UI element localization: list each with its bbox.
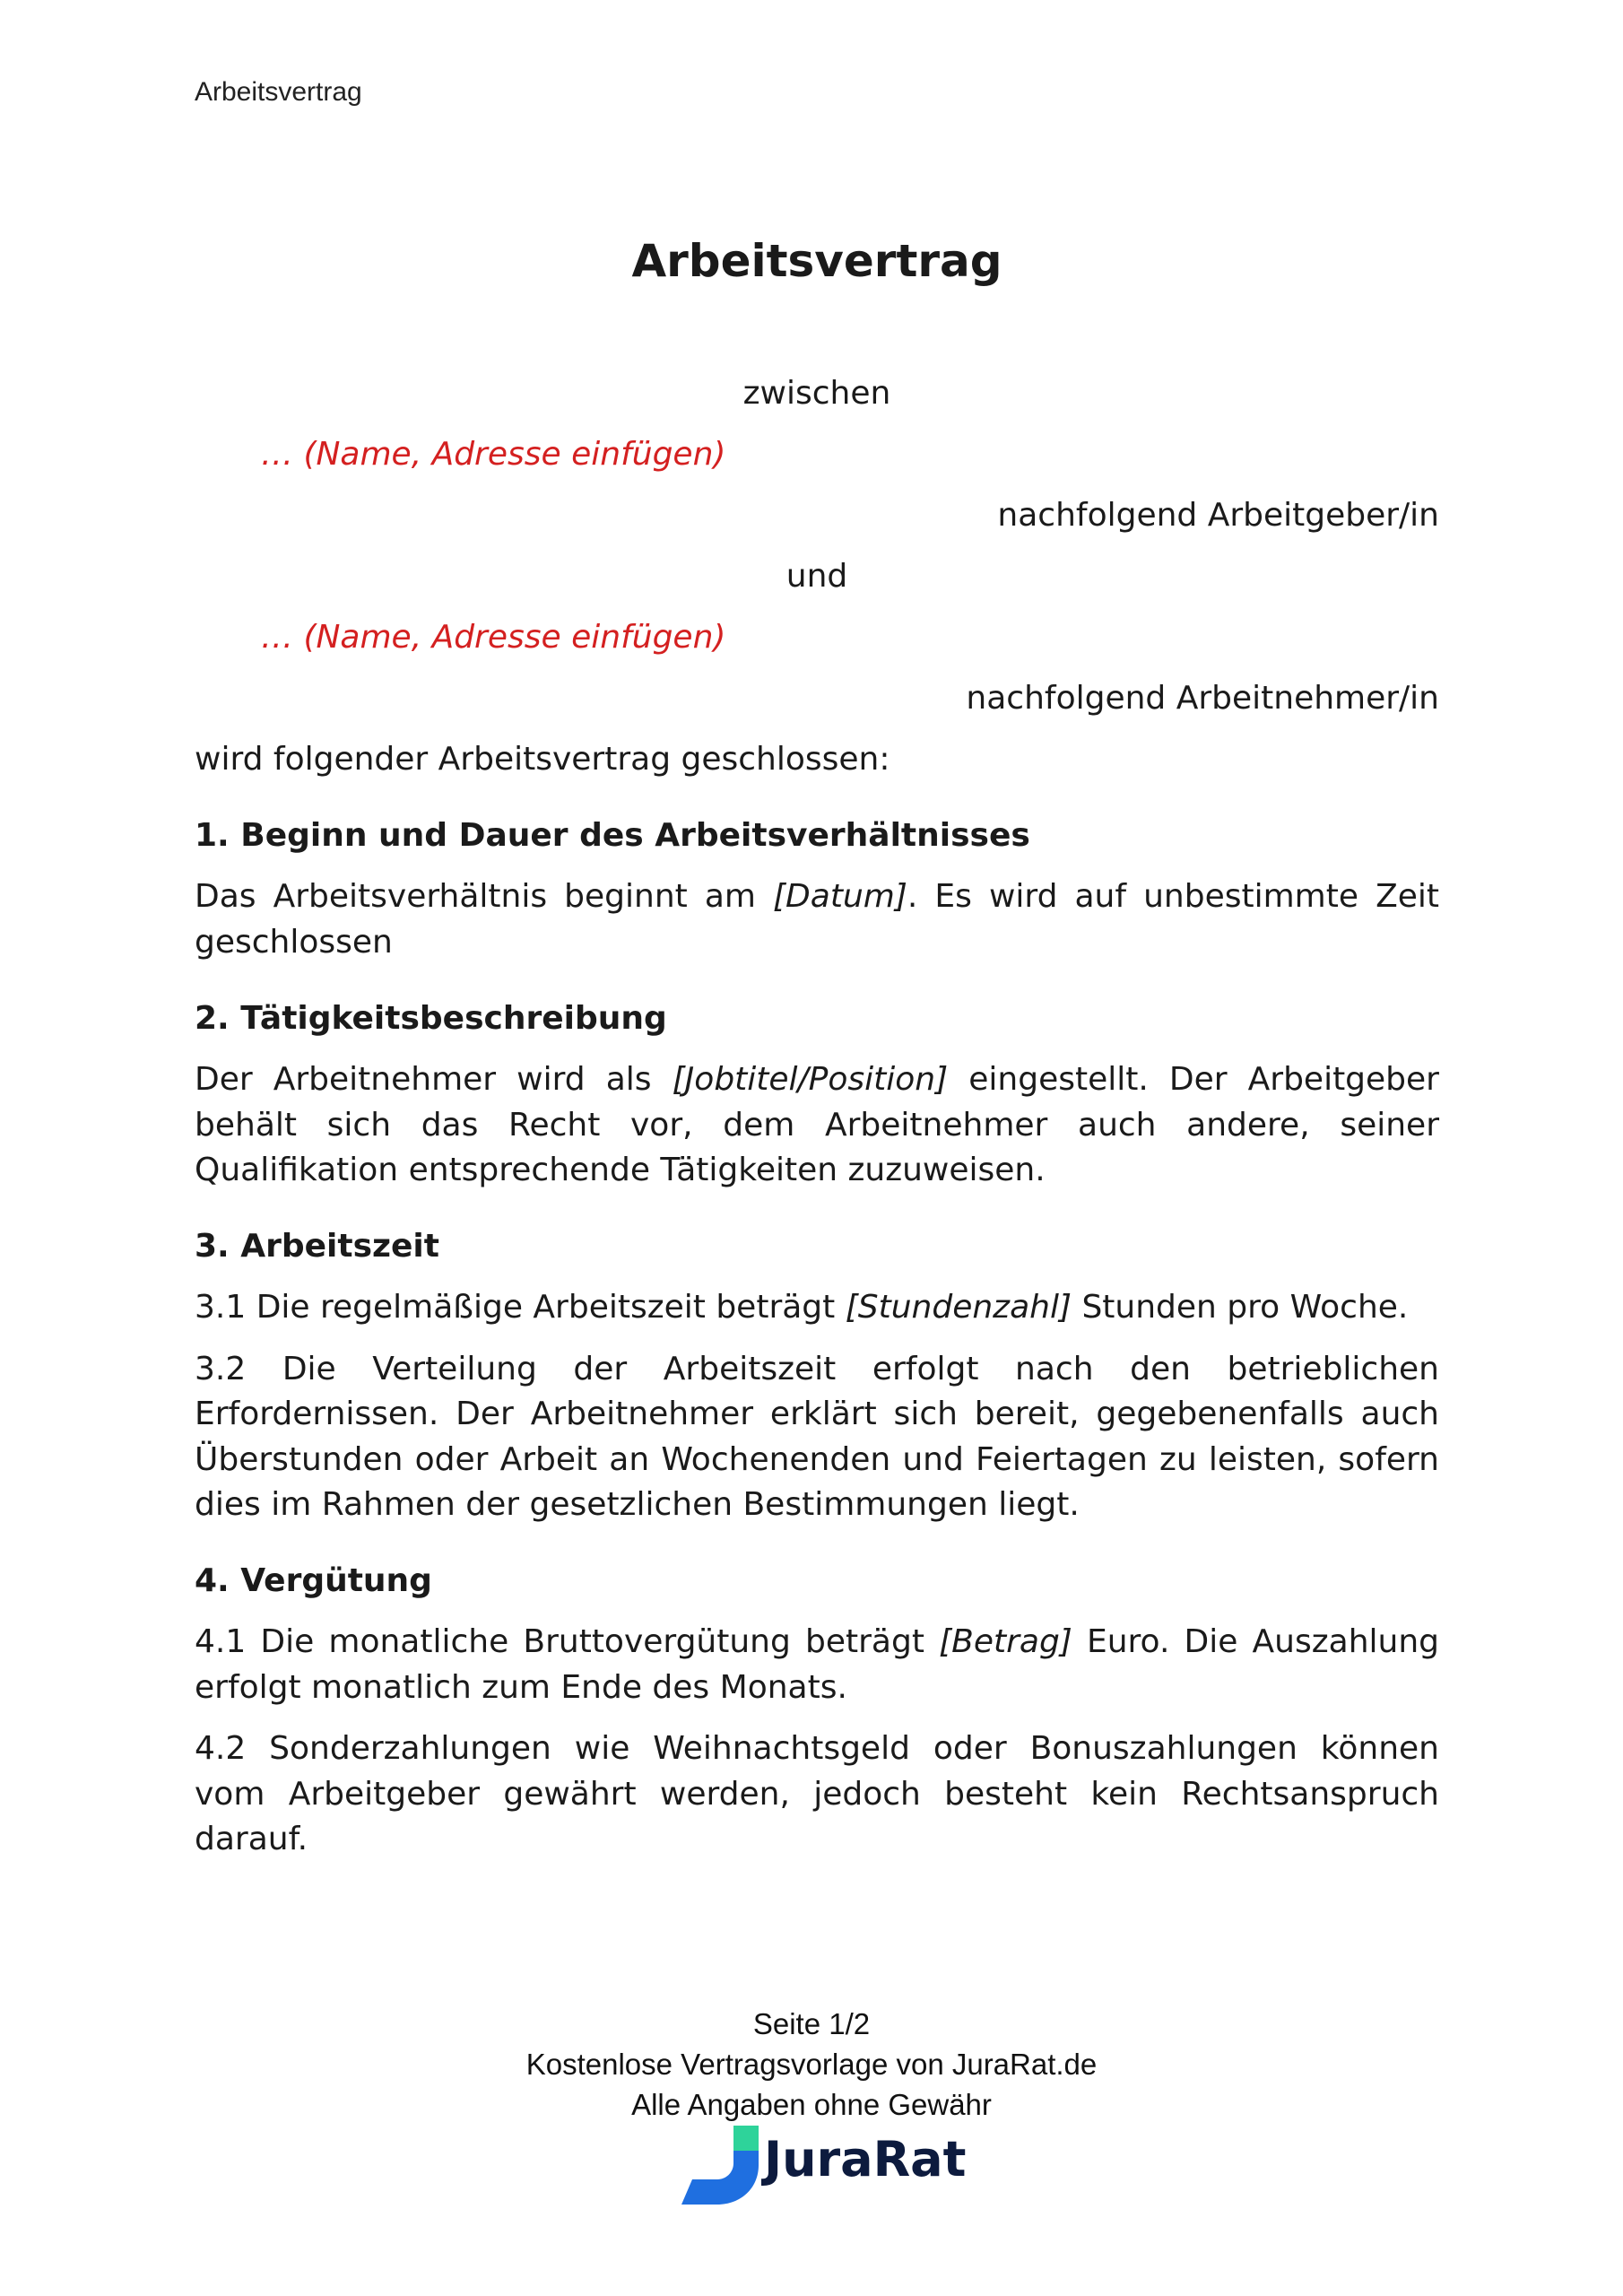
section-3-paragraph-1: 3.1 Die regelmäßige Arbeitszeit beträgt [Stundenzahl] Stunden pro Woche. <box>195 1289 1409 1326</box>
section-4-heading: 4. Vergütung <box>195 1562 432 1599</box>
section-3 <box>195 1224 1439 1528</box>
jurarat-logo <box>681 2126 967 2208</box>
party1-placeholder: … (Name, Adresse einfügen) <box>261 436 726 473</box>
amount-placeholder: [Betrag] <box>939 1623 1072 1660</box>
footer-source: Kostenlose Vertragsvorlage von JuraRat.de <box>525 2048 1098 2081</box>
running-header: Arbeitsvertrag <box>195 77 362 107</box>
section-2-paragraph: Der Arbeitnehmer wird als [Jobtitel/Position] eingestellt. Der Arbeitgeber behält sich das Recht vor, dem Arbeitnehmer auch andere, seiner Qualifikation entsprechende Tätigkeiten zuzuweisen. <box>195 1061 1439 1188</box>
section-2-heading: 2. Tätigkeitsbeschreibung <box>195 1000 667 1037</box>
document-title: Arbeitsvertrag <box>631 235 1002 287</box>
and-label: und <box>785 558 848 595</box>
contract-intro: wird folgender Arbeitsvertrag geschlossen: <box>195 741 890 778</box>
page-number: Seite 1/2 <box>752 2007 871 2040</box>
section-2 <box>195 996 1439 1194</box>
hours-placeholder: [Stundenzahl] <box>845 1289 1072 1326</box>
section-4 <box>195 1559 1439 1863</box>
section-4-paragraph-1: 4.1 Die monatliche Bruttovergütung beträgt [Betrag] Euro. Die Auszahlung erfolgt monatlich zum Ende des Monats. <box>195 1623 1439 1706</box>
section-3-paragraph-2: 3.2 Die Verteilung der Arbeitszeit erfolgt nach den betrieblichen Erfordernissen. Der Arbeitnehmer erklärt sich bereit, gegebenenfalls auch Überstunden oder Arbeit an Wochenenden und Feiertagen zu leisten, sofern dies im Rahmen der gesetzlichen Bestimmungen liegt. <box>195 1350 1439 1523</box>
section-4-paragraph-2: 4.2 Sonderzahlungen wie Weihnachtsgeld oder Bonuszahlungen können vom Arbeitgeber gewährt werden, jedoch besteht kein Rechtsanspruch darauf. <box>195 1730 1439 1857</box>
party1-role: nachfolgend Arbeitgeber/in <box>997 497 1439 534</box>
party2-role: nachfolgend Arbeitnehmer/in <box>966 680 1439 717</box>
party2-placeholder: … (Name, Adresse einfügen) <box>261 619 726 656</box>
section-1-paragraph: Das Arbeitsverhältnis beginnt am [Datum]. Es wird auf unbestimmte Zeit geschlossen <box>195 878 1440 961</box>
section-1-heading: 1. Beginn und Dauer des Arbeitsverhältnisses <box>195 817 1030 854</box>
jobtitle-placeholder: [Jobtitel/Position] <box>672 1061 949 1098</box>
footer-disclaimer: Alle Angaben ohne Gewähr <box>631 2088 992 2121</box>
date-placeholder: [Datum] <box>773 878 907 915</box>
between-label: zwischen <box>742 375 891 412</box>
section-3-heading: 3. Arbeitszeit <box>195 1228 439 1265</box>
section-1 <box>195 813 1439 965</box>
jurarat-logo-icon <box>681 2126 762 2208</box>
logo-wordmark: JuraRat <box>764 2131 967 2187</box>
page-footer <box>0 2004 1623 2125</box>
